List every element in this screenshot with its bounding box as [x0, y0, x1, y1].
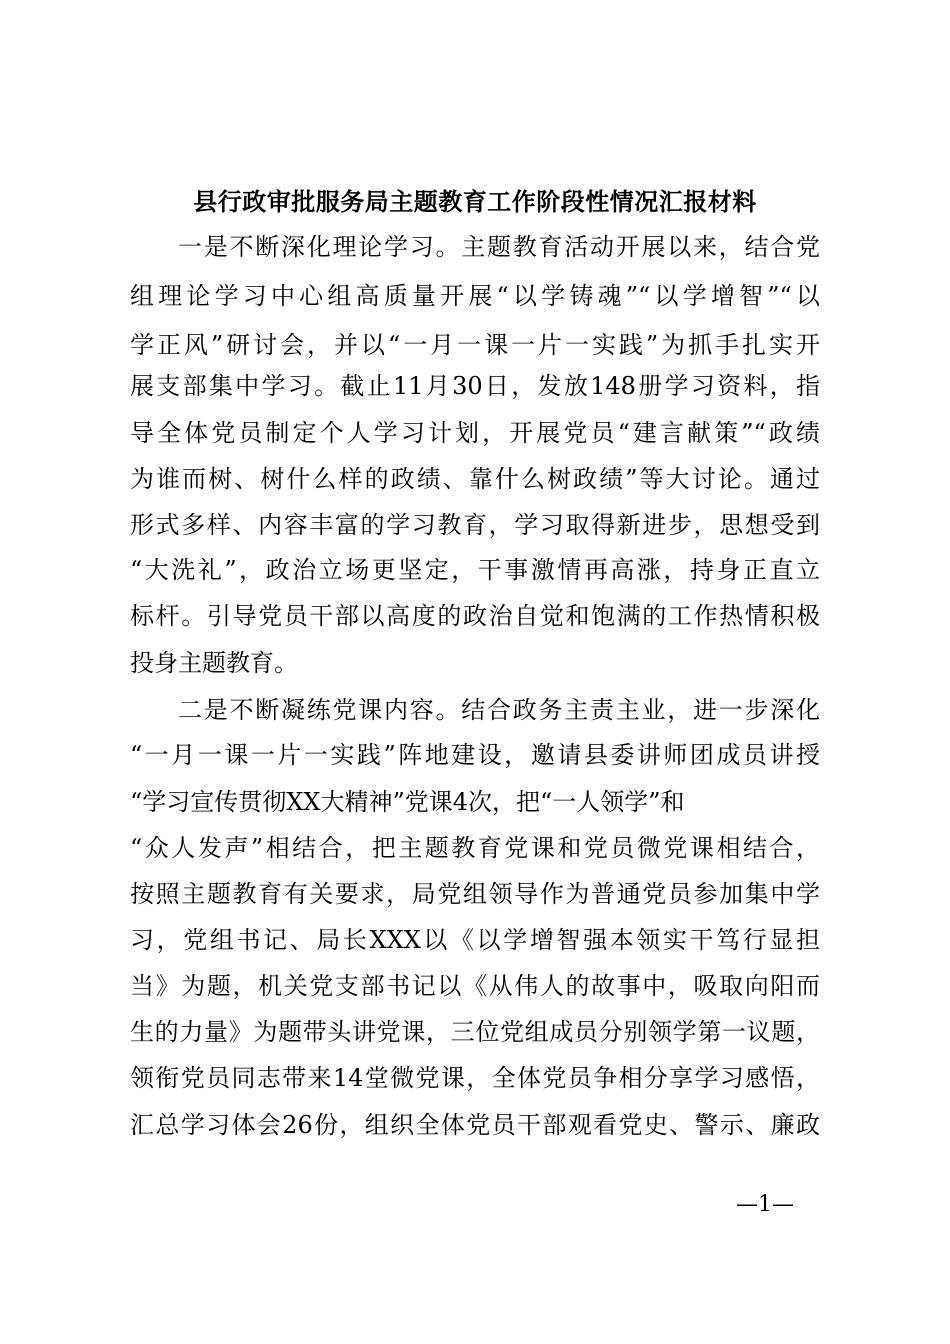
paragraph-line: “一月一课一片一实践”阵地建设，邀请县委讲师团成员讲授	[130, 741, 820, 769]
paragraph-line: “学习宣传贯彻XX大精神”党课4次，把“一人领学”和	[130, 788, 685, 816]
paragraph-line: 生的力量》为题带头讲党课，三位党组成员分别领学第一议题，	[130, 1018, 820, 1046]
paragraph-line: 投身主题教育。	[130, 649, 298, 677]
paragraph-line: 二是不断凝练党课内容。结合政务主责主业，进一步深化	[178, 696, 820, 724]
paragraph-line: 汇总学习体会26份，组织全体党员干部观看党史、警示、廉政	[130, 1111, 820, 1139]
paragraph-line: 领衔党员同志带来14堂微党课，全体党员争相分享学习感悟，	[130, 1064, 820, 1092]
paragraph-line: 学正风”研讨会，并以“一月一课一片一实践”为抓手扎实开	[130, 331, 820, 359]
paragraph-line: 习，党组书记、局长XXX以《以学增智强本领实干笃行显担	[130, 926, 820, 954]
paragraph-line: 当》为题，机关党支部书记以《从伟人的故事中，吸取向阳而	[130, 972, 820, 1000]
paragraph-line: 一是不断深化理论学习。主题教育活动开展以来，结合党	[178, 233, 820, 261]
paragraph-line: 为谁而树、树什么样的政绩、靠什么树政绩”等大讨论。通过	[130, 465, 820, 493]
paragraph-line: 展支部集中学习。截止11月30日，发放148册学习资料，指	[130, 372, 820, 400]
paragraph-line: “大洗礼”，政治立场更坚定，干事激情再高涨，持身正直立	[130, 556, 820, 584]
paragraph-line: 组理论学习中心组高质量开展“以学铸魂”“以学增智”“以	[130, 282, 820, 310]
paragraph-line: 导全体党员制定个人学习计划，开展党员“建言献策”“政绩	[130, 419, 820, 447]
paragraph-line: 形式多样、内容丰富的学习教育，学习取得新进步，思想受到	[130, 511, 820, 539]
paragraph-line: “众人发声”相结合，把主题教育党课和党员微党课相结合，	[130, 834, 820, 862]
paragraph-line: 按照主题教育有关要求，局党组领导作为普通党员参加集中学	[130, 880, 820, 908]
document-title: 县行政审批服务局主题教育工作阶段性情况汇报材料	[193, 187, 757, 216]
page-number: —1—	[736, 1192, 794, 1217]
paragraph-line: 标杆。引导党员干部以高度的政治自觉和饱满的工作热情积极	[130, 602, 820, 630]
